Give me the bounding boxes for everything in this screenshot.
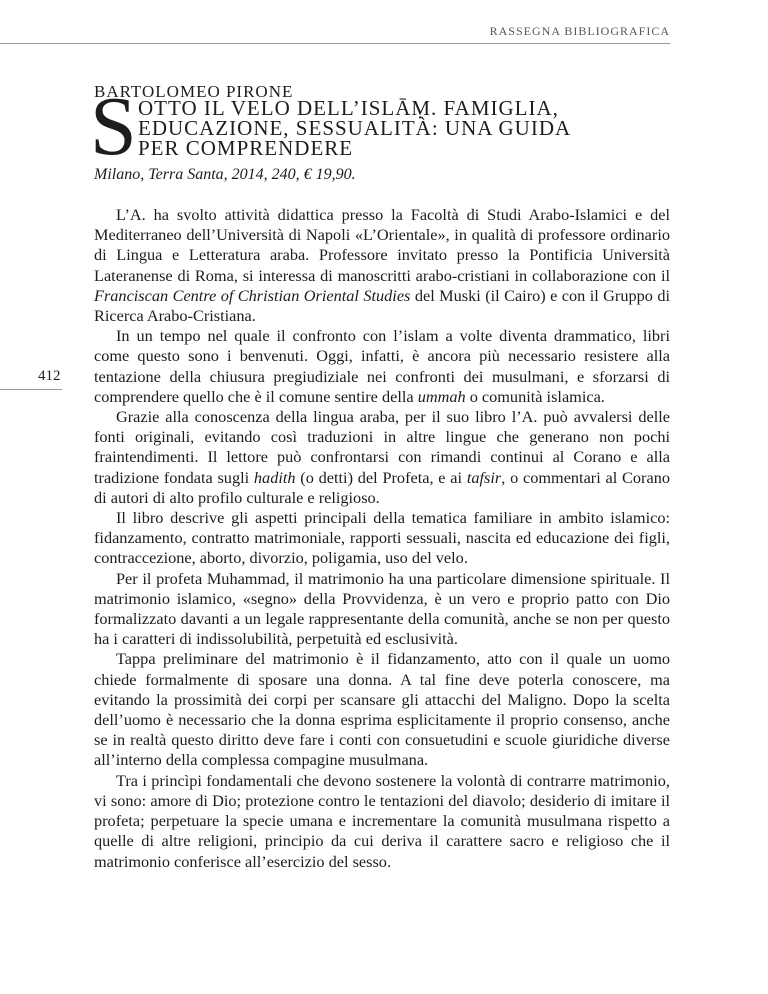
running-head: RASSEGNA BIBLIOGRAFICA — [489, 24, 670, 38]
title-line-2: EDUCAZIONE, SESSUALITÀ: UNA GUIDA — [138, 116, 572, 140]
review-body — [94, 205, 670, 872]
publication-info: Milano, Terra Santa, 2014, 240, € 19,90. — [94, 166, 356, 183]
paragraph: In un tempo nel quale il confronto con l’islam a volte diventa drammatico, libri come questo sono i benvenuti. Oggi, infatti, è ancora più necessario resistere alla tentazione della chiusura pregiudiziale nei confronti dei musulmani, e sforzarsi di comprendere quello che è il comune sentire della ummah o comunità islamica. — [94, 326, 670, 406]
title-line-1: OTTO IL VELO DELL’ISLĀṂ. FAMIGLIA, — [138, 96, 559, 120]
header-rule — [0, 43, 670, 44]
paragraph: Per il profeta Muhammad, il matrimonio ha una particolare dimensione spirituale. Il matrimonio islamico, «segno» della Provvidenza, è un vero e proprio patto con Dio formalizzato davanti a un legale rappresentante della comunità, anche se non per questo ha i caratteri di indissolubilità, perpetuità ed esclusività. — [94, 568, 670, 649]
page-number: 412 — [38, 368, 61, 384]
title-line-3: PER COMPRENDERE — [138, 136, 354, 160]
title-drop-cap: S — [90, 80, 137, 173]
paragraph: Tappa preliminare del matrimonio è il fidanzamento, atto con il quale un uomo chiede formalmente di sposare una donna. A tal fine deve poterla conoscere, ma evitando la prossimità dei corpi per scansare gli attacchi del Maligno. Dopo la scelta dell’uomo è necessario che la donna esprima esplicitamente il proprio consenso, anche se in realtà questo diritto deve fare i conti con consuetudini e scuole giuridiche diverse all’interno della complessa compagine musulmana. — [94, 649, 670, 770]
paragraph: Grazie alla conoscenza della lingua araba, per il suo libro l’A. può avvalersi delle fonti originali, evitando così traduzioni in altre lingue che generano non pochi fraintendimenti. Il lettore può confrontarsi con rimandi continui al Corano e alla tradizione fondata sugli hadith (o detti) del Profeta, e ai tafsir, o commentari al Corano di autori di alto profilo culturale e religioso. — [94, 407, 670, 507]
paragraph: L’A. ha svolto attività didattica presso la Facoltà di Studi Arabo-Islamici e del Mediterraneo dell’Università di Napoli «L’Orientale», in qualità di professore ordinario di Lingua e Letteratura araba. Professore invitato presso la Pontificia Università Lateranense di Roma, si interessa di manoscritti arabo-cristiani in collaborazione con il Franciscan Centre of Christian Oriental Studies del Muski (il Cairo) e con il Gruppo di Ricerca Arabo-Cristiana. — [94, 205, 671, 326]
paragraph: Il libro descrive gli aspetti principali della tematica familiare in ambito islamico: fidanzamento, contratto matrimoniale, rapporti sessuali, nascita ed educazione dei figli, contraccezione, aborto, divorzio, poligamia, uso del velo. — [94, 508, 670, 568]
page-number-rule — [0, 389, 62, 390]
paragraph: Tra i princìpi fondamentali che devono sostenere la volontà di contrarre matrimonio, vi sono: amore di Dio; protezione contro le tentazioni del diavolo; desiderio di imitare il profeta; perpetuare la specie umana e incrementare la comunità musulmana rispetto a quelle di altre religioni, principio da cui deriva il carattere sacro e religioso che il matrimonio conferisce all’esercizio del sesso. — [94, 770, 670, 871]
author-name: BARTOLOMEO PIRONE — [94, 82, 294, 101]
